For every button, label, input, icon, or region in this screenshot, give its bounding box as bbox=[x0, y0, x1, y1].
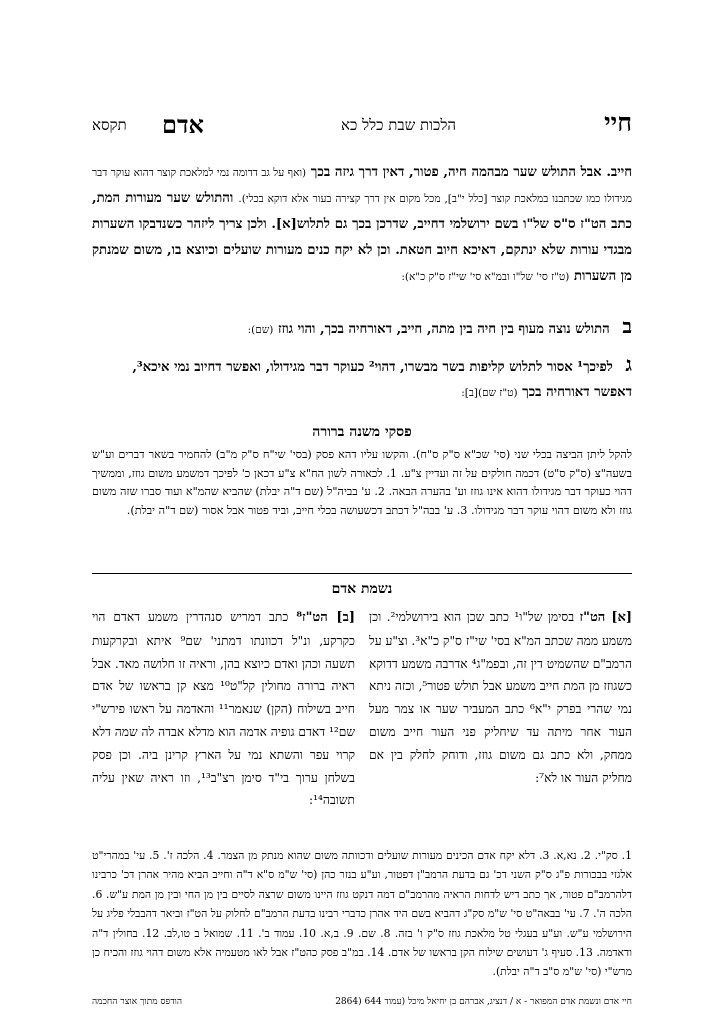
note-b-text: כתב דמריש סנהדרין משמע דאדם הוי כקרקע, ונ"ל דכוונתו דמתני' שם⁹ איתא ובקרקעות תשעה וכהן ואדם כיוצא בהן, וראיה זו חלושה מאד. אבל ראיה ברורה מחולין קל"ט¹⁰ מצא קן בראשו של אדם חייב בשילוח (הקן) שנאמר¹¹ והאדמה על ראשו פירש"י שם¹² דאדם גופיה אדמה הוא מדלא אבדה לה שמה דלא קרוי עפר והשתא נמי על הארץ קרינן ביה. וכן פסק בשלחן ערוך בי"ד סימן רצ"ב¹³, וזו ראיה שאין עליה תשובה¹⁴: bbox=[92, 610, 356, 808]
note-b-label: [ב] הט"ז⁸ bbox=[296, 610, 356, 625]
footer-source: חיי אדם ונשמת אדם המפואר - א / דנציג, אברהם בן יחיאל מיכל (עמוד 644 (2864 bbox=[335, 997, 632, 1007]
main-text-1: חייב. אבל התולש שער מבהמה חיה, פטור, דאין דרך גיזה בכך bbox=[310, 165, 633, 180]
paragraph-b-text: התולש נוצה מעוף בין חיה בין מתה, חייב, דאורחיה בכך, והוי גוזז bbox=[277, 322, 610, 337]
main-text-2: והתולש שער מעורות המת, כתב הט"ז ס"ס של"ו בשם ירושלמי דחייב, שדרכן בכך גם לתלוש[א]. ולכן צריך ליזהר כשנדבקו השערות מבגדי עורות שלא ינתקם, דאיכא חיוב חטאת. וכן לא יקח כנים מעורות שועלים וכיוצא בו, משום שמנתק מן השערות bbox=[92, 191, 632, 284]
paragraph-g-text: לפיכך¹ אסור לתלוש קליפות בשר מבשרו, דהוי² כעוקר דבר מגידולו, ואפשר דחיוב נמי איכא³, דאפשר דאורחיה בכך bbox=[132, 360, 632, 400]
paragraph-b-note: (שם): bbox=[247, 324, 274, 336]
section-letter-g: ג bbox=[625, 352, 632, 376]
page-number: תקסא bbox=[92, 116, 127, 134]
footnotes: 1. סק"י. 2. נא,א. 3. דלא יקח אדם הכינים מעורות שועלים ודכוותה משום שהוא מנתק מן הצמר. 4. הלכה ז'. 5. עי' במהרי"ט אלגזי בבכורות פ"ג ס"ק השני דכ' גם בדעת הרמב"ן דפטור, וע"ע בנזר כהן (סי' ש"מ ס"א ד"ה וחייב הביא מהיר אהרן דכ' כרבינו דלהרמב"ם פטור, אך כתב דיש לדחות הראיה מהרמב"ם דמה דנקט גוזז היינו משום שרצה לסיים בין מן החי ובין מן המת ע"ש. 6. הלכה ה'. 7. עי' בבאה"ט סי' ש"מ סק"ג דהביא בשם היד אהרן כדברי רבינו בדעת הרמב"ם לחלוק על הט"ז וביאר דהבבלי פליג על הירושלמי ע"ש. וע"ע בעגלי טל מלאכת גוזז ס"ק ו' בזה. 8. שם. 9. ב,א. 10. עמוד ב'. 11. שמואל ב טו,לב. 12. בחולין ד"ה ודאדמה. 13. סעיף ג' דעושים שילוח הקן בראשו של אדם. 14. במ"ב פסק כהט"ז אבל לאו מטעמיה אלא משום דהוי גוזז והכיח כן מרש"י (סי' ש"מ ס"ב ד"ה יבלת). bbox=[92, 849, 633, 979]
note-a-text: בסימן של"ו¹ כתב שכן הוא בירושלמי². וכן משמע ממה שכתב המ"א בסי' שי"ז ס"ק כ"א³. וצ"ע על הרמב"ם שהשמיט דין זה, ובפמ"ג⁴ אדרבה משמע דדוקא כשגוזז מן המת חייב משמע אבל תולש פטור⁵, וכזה ניתא נמי שהרי בפרק י"א⁶ כתב המעביר שער או צמר מעל העור אחר מיתה עד שיחליק פני העור חייב משום ממחק, ולא כתב גם משום גוזז, ודוחק לחלק בין אם מחליק העור או לא⁷: bbox=[369, 610, 633, 785]
main-note-1: (ואף על גב דדומה נמי למלאכת קוצר דהוא עוקר דבר מגידולו כמו שכתבנו במלאכת קוצר [כלל י"ב], מכל מקום אין דרך קצירה בעור אלא דוקא בכלי). bbox=[92, 167, 632, 205]
note-a-label: [א] הט"ז bbox=[579, 610, 632, 625]
paragraph-b bbox=[92, 314, 632, 343]
section-divider bbox=[92, 573, 632, 574]
section-letter-b: ב bbox=[622, 314, 632, 338]
nishmat-adam-title: נשמת אדם bbox=[331, 581, 393, 597]
mishna-berura-title: פסקי משנה ברורה bbox=[312, 424, 412, 440]
main-note-2: (ט"ז סי' של"ו ובמ"א סי' שי"ז ס"ק כ"א): bbox=[401, 271, 570, 283]
paragraph-g bbox=[92, 352, 632, 406]
header-title-right: חיי bbox=[604, 108, 632, 137]
paragraph-g-note: (ט"ז שם)[ב]: bbox=[461, 387, 518, 399]
header-subtitle: הלכות שבת כלל כא bbox=[341, 116, 456, 134]
nishmat-adam-right-column bbox=[369, 606, 632, 789]
nishmat-adam-left-column bbox=[92, 606, 355, 812]
main-paragraph bbox=[92, 160, 632, 290]
mishna-berura-text: להקל ליתן הביצה בכלי שני (סי' שכ"א ס"ק ס"ח). והקשו עליו דהא פסק (בסי' שי"ח ס"ק מ"ב) להחמיר בשאר דברים וע"ש בשעה"צ (ס"ק ס"ט) דכמה חולקים על זה ועדיין צ"ע. 1. לכאורה לשון הח"א צ"ע דכאן כ' לפיכך דמשמע משום גוזז, וממשיך דהוי כעוקר דבר מגידולו דהוא אינו גוזז וע' בהערה הבאה. 2. ע' בביה"ל (שם ד"ה יבלת) שהביא שהמ"א ועוד סברו שזה משום גוזז ולא משום דהוי עוקר דבר מגידולו. 3. ע' בבה"ל דכתב דכשעושה בכלי חייב, וביד פטור אבל אסור (שם ד"ה יבלת). bbox=[92, 448, 632, 517]
page-header bbox=[92, 108, 632, 144]
footer-printed-from: הודפס מתוך אוצר החכמה bbox=[92, 997, 183, 1007]
header-title-left: אדם bbox=[162, 110, 204, 139]
